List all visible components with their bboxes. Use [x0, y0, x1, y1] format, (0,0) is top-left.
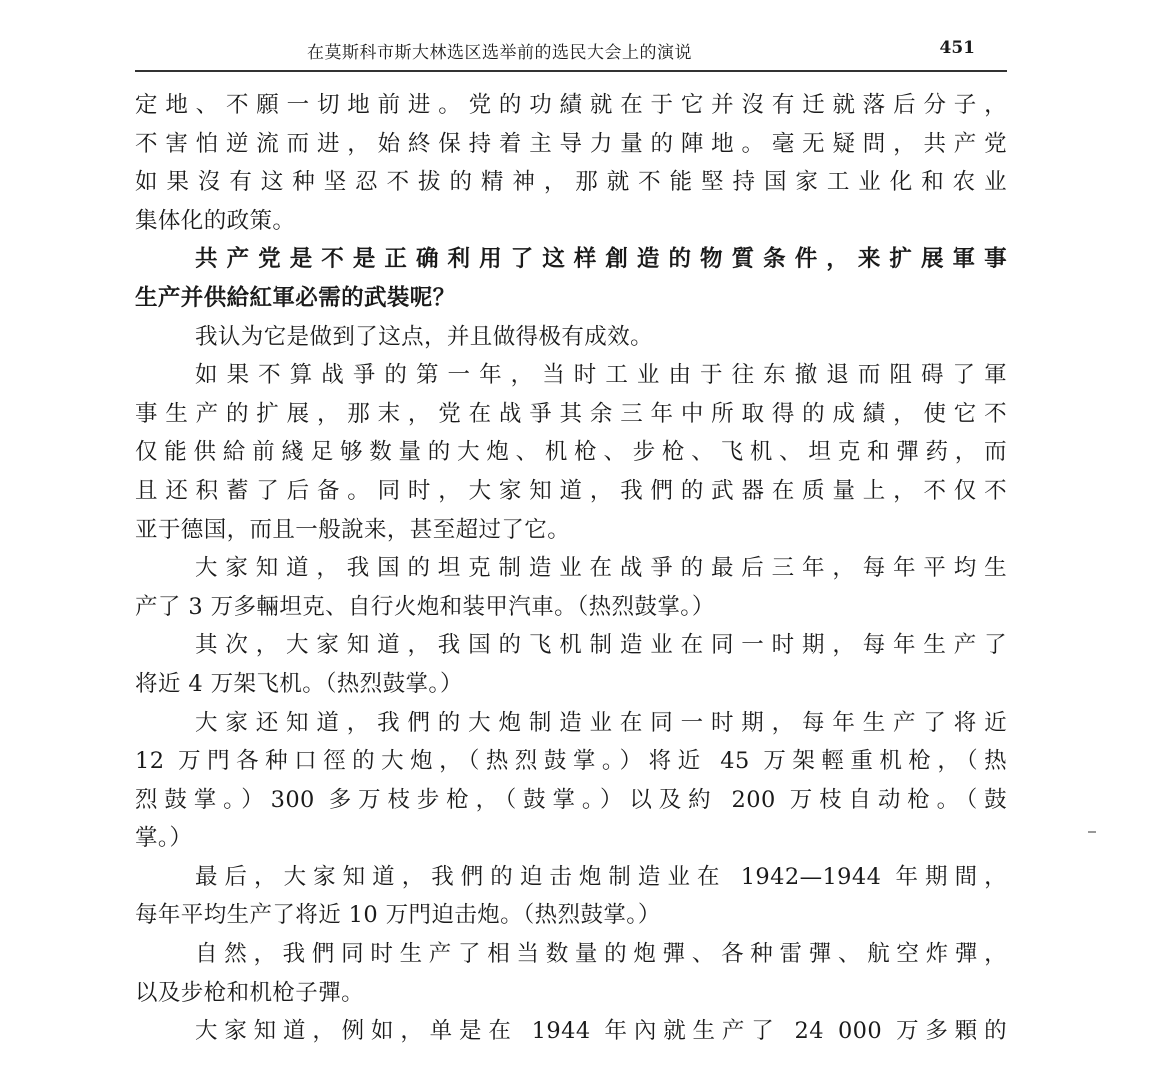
text-line: 掌。）: [135, 825, 193, 852]
text-line: 事生产的扩展，那末，党在战爭其余三年中所取得的成績，使它不: [135, 400, 1007, 427]
page-number: 451: [939, 38, 975, 58]
text-line: 仅能供給前綫足够数量的大炮、机枪、步枪、飞机、坦克和彈药，而: [135, 439, 1007, 466]
text-line: 将近 4 万架飞机。（热烈鼓掌。）: [135, 670, 463, 697]
text-line: 共产党是不是正确利用了这样創造的物質条件，来扩展軍事: [195, 246, 1007, 273]
text-line: 其次，大家知道，我国的飞机制造业在同一时期，每年生产了: [195, 632, 1007, 659]
text-line: 如果沒有这种坚忍不拔的精神，那就不能堅持国家工业化和农业: [135, 169, 1007, 196]
text-line: 以及步枪和机枪子彈。: [135, 979, 365, 1006]
scan-speck: [1088, 831, 1096, 833]
body-text: [135, 86, 1007, 1051]
text-line: 大家知道，我国的坦克制造业在战爭的最后三年，每年平均生: [195, 555, 1007, 582]
text-line: 生产并供給紅軍必需的武裝呢？: [135, 284, 456, 311]
text-line: 12 万門各种口徑的大炮，（热烈鼓掌。）将近 45 万架輕重机枪，（热: [135, 748, 1007, 775]
text-line: 产了 3 万多輛坦克、自行火炮和装甲汽車。（热烈鼓掌。）: [135, 593, 715, 620]
text-line: 大家知道，例如，单是在 1944 年內就生产了 24 000 万多顆的: [195, 1018, 1007, 1045]
text-line: 自然，我們同时生产了相当数量的炮彈、各种雷彈、航空炸彈，: [195, 941, 1007, 968]
text-line: 烈鼓掌。）300 多万枝步枪，（鼓掌。）以及約 200 万枝自动枪。（鼓: [135, 786, 1007, 813]
header-divider: [135, 70, 1007, 72]
text-line: 不害怕逆流而进，始終保持着主导力量的陣地。毫无疑問，共产党: [135, 130, 1007, 157]
text-line: 亚于德国，而且一般說来，甚至超过了它。: [135, 516, 571, 543]
page-header: [135, 34, 1005, 68]
text-line: 最后，大家知道，我們的迫击炮制造业在 1942—1944 年期間，: [195, 863, 1007, 890]
text-line: 大家还知道，我們的大炮制造业在同一时期，每年生产了将近: [195, 709, 1007, 736]
text-line: 每年平均生产了将近 10 万門迫击炮。（热烈鼓掌。）: [135, 902, 661, 929]
text-line: 如果不算战爭的第一年，当时工业由于往东撤退而阻碍了軍: [195, 362, 1007, 389]
text-line: 我认为它是做到了这点，并且做得极有成效。: [195, 323, 654, 350]
running-title: 在莫斯科市斯大林选区选举前的选民大会上的演说: [307, 43, 692, 63]
text-line: 集体化的政策。: [135, 207, 296, 234]
text-line: 且还积蓄了后备。同时，大家知道，我們的武器在质量上，不仅不: [135, 477, 1007, 504]
text-line: 定地、不願一切地前进。党的功績就在于它并沒有迁就落后分子，: [135, 92, 1007, 118]
